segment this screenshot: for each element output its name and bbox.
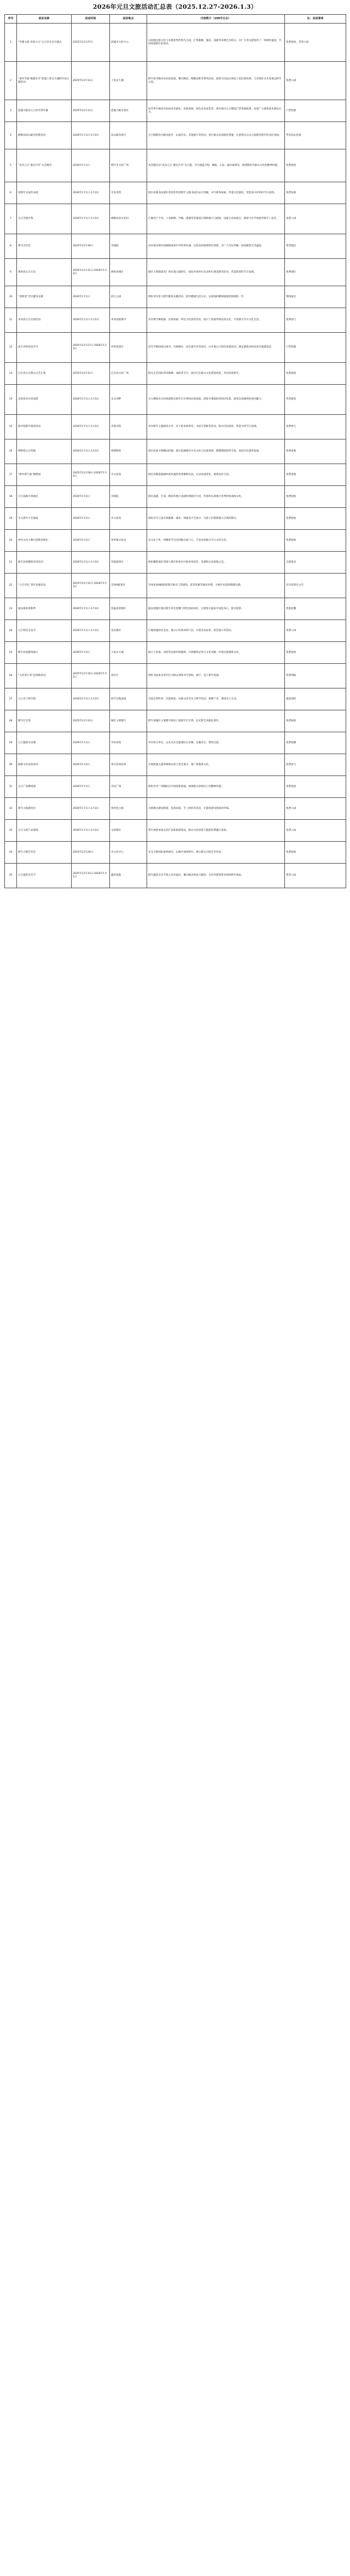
activity-content: 送文化下乡，将精彩节目送到群众家门口，丰富农村群众节日文化生活。 (147, 530, 285, 552)
row-number: 2 (5, 62, 17, 100)
activity-date: 2026年1月2日 (72, 486, 110, 508)
activity-note: 售票演出 (285, 234, 346, 259)
activity-name: 少儿新年才艺展演 (17, 508, 72, 530)
activity-name: 元旦露营音乐节 (17, 864, 72, 888)
activity-date: 2026年1月2日 (72, 530, 110, 552)
activity-content: 组织市民参与新年健身长跑活动，倡导健康生活方式，以昂扬的精神面貌迎接新的一年。 (147, 286, 285, 308)
row-number: 27 (5, 688, 17, 710)
activity-date: 2025年12月27日-2026年1月3日 (72, 333, 110, 363)
row-number: 5 (5, 149, 17, 182)
table-row (5, 864, 346, 888)
activity-name: 硒茶文化品鉴活动 (17, 754, 72, 776)
activity-venue: 文创街区 (110, 820, 147, 842)
activity-note: 免费入场 (285, 62, 346, 100)
table-row (5, 259, 346, 286)
row-number: 7 (5, 204, 17, 234)
column-header-date: 活动时间 (72, 15, 110, 24)
activity-date: 2025年12月31日-2026年1月1日 (72, 864, 110, 888)
table-row (5, 149, 346, 182)
row-number: 8 (5, 234, 17, 259)
row-number: 3 (5, 100, 17, 122)
row-number: 34 (5, 842, 17, 864)
activity-date: 2026年1月2日 (72, 508, 110, 530)
activity-date: 2026年1月1日-1月3日 (72, 820, 110, 842)
activity-venue: 市文化中心 (110, 842, 147, 864)
activity-venue: 来凤县仙佛寺 (110, 308, 147, 333)
activity-name: 温泉康养迎新季 (17, 598, 72, 620)
row-number: 26 (5, 664, 17, 688)
activity-date: 2025年12月27日 (72, 24, 110, 62)
activity-note: 免费观看 (285, 486, 346, 508)
activity-content: 推出民族文物精品特展，展示恩施地区历史文化与民族风情，假期期间照常开放，欢迎市民游客参观。 (147, 439, 285, 464)
row-number: 19 (5, 508, 17, 530)
activity-note: 免费参与 (285, 415, 346, 439)
activity-name: 图书馆新年阅读活动 (17, 415, 72, 439)
activity-note: 优惠套餐 (285, 598, 346, 620)
table-row (5, 486, 346, 508)
table-body (5, 24, 346, 888)
table-row (5, 182, 346, 204)
row-number: 11 (5, 308, 17, 333)
activity-venue: 屏山峡谷景区 (110, 122, 147, 149)
activity-venue: 土家女儿城 (110, 642, 147, 664)
activity-note: 免费入场 (285, 204, 346, 234)
table-row (5, 688, 346, 710)
activity-date: 2026年1月1日 (72, 776, 110, 798)
activity-name: “欢乐元旦 惠民共享”文艺晚会 (17, 149, 72, 182)
table-row (5, 62, 346, 100)
activity-venue: 州博物馆 (110, 439, 147, 464)
activity-content: 本次晚会以“欢乐元旦 惠民共享”为主题，节目涵盖合唱、舞蹈、小品、器乐演奏等，展现新时代群众文化的精神风貌。 (147, 149, 285, 182)
activity-name: 元旦非遗市集 (17, 204, 72, 234)
table-row (5, 842, 346, 864)
table-row (5, 333, 346, 363)
activity-content: 组织书法家走进社区为群众现场书写春联、福字，送上新年祝福。 (147, 664, 285, 688)
row-number: 14 (5, 385, 17, 415)
row-number: 16 (5, 439, 17, 464)
activity-content: 以恩施民族文化与本地优秀传统为主线，汇集歌舞、器乐、戏曲等多种艺术形式，向广大市民游客奉上一场视听盛宴，共同迎接新年的到来。 (147, 24, 285, 62)
activity-name: “冬暖文旅 喜迎元旦”元旦音乐会开幕式 (17, 24, 72, 62)
activity-content: 组织摄影爱好者深入景区和乡村开展采风创作，发现和记录恩施之美。 (147, 552, 285, 574)
activity-content: 汇聚恩施特色美食、地方小吃和农特产品，开展美食品鉴、厨艺展示等活动。 (147, 620, 285, 642)
table-row (5, 363, 346, 385)
activity-note: 免费观看 (285, 363, 346, 385)
table-row (5, 732, 346, 754)
table-row (5, 308, 346, 333)
activity-name: 新年民俗摄影采风活动 (17, 552, 72, 574)
activity-name: 新年合唱音乐会 (17, 842, 72, 864)
activity-date: 2026年1月1日-1月3日 (72, 688, 110, 710)
row-number: 35 (5, 864, 17, 888)
activity-name: 咸丰坪坝营冰雪节 (17, 333, 72, 363)
table-row (5, 204, 346, 234)
activity-note: 免费观看 (285, 508, 346, 530)
activity-date: 2025年12月31日 (72, 363, 110, 385)
activity-content: 举办新年主题阅读分享、亲子绘本故事会、书法写春联等活动，推动全民阅读，营造书香节日氛围。 (147, 415, 285, 439)
page (0, 0, 350, 888)
activity-note: 自愿报名 (285, 552, 346, 574)
activity-venue: 贡水河畔 (110, 385, 147, 415)
table-row (5, 24, 346, 62)
activity-content: 展出本地书法爱好者创作的迎新年主题书法作品百余幅，书写新春祝福，传递文化温度，营造喜庆祥和的节日氛围。 (147, 182, 285, 204)
row-number: 18 (5, 486, 17, 508)
activity-note: 免费观看 (285, 530, 346, 552)
row-number: 12 (5, 333, 17, 363)
activity-date: 2026年1月2日 (72, 754, 110, 776)
table-row (5, 798, 346, 820)
activity-note: 免费入场 (285, 620, 346, 642)
activity-venue: 坪坝营景区 (110, 333, 147, 363)
activity-date: 2026年1月1日-1月2日 (72, 308, 110, 333)
row-number: 9 (5, 259, 17, 286)
activity-name: 元旦广场舞展演 (17, 776, 72, 798)
activity-date: 2026年1月1日-1月3日 (72, 798, 110, 820)
row-number: 24 (5, 620, 17, 642)
activity-date: 2026年1月1日-1月3日 (72, 415, 110, 439)
activity-table (4, 14, 346, 888)
row-number: 20 (5, 530, 17, 552)
table-row (5, 439, 346, 464)
activity-name: “迎新春”全民健身长跑 (17, 286, 72, 308)
activity-date: 2026年1月1日-1月3日 (72, 439, 110, 464)
activity-name: “文化进万家”送春联活动 (17, 664, 72, 688)
activity-name: 鹤峰县屏山峡谷迎新活动 (17, 122, 72, 149)
activity-content: 展示土家族、苗族等民族传统服饰，开展服饰走秀与文化讲解，传承民族服饰文化。 (147, 642, 285, 664)
activity-date: 2026年1月2日 (72, 642, 110, 664)
activity-venue: 巴东县文化广场 (110, 363, 147, 385)
table-row (5, 574, 346, 598)
activity-note: 免费参与 (285, 754, 346, 776)
activity-date: 2026年1月1日-1月3日 (72, 620, 110, 642)
activity-date: 2026年1月1日 (72, 732, 110, 754)
table-row (5, 598, 346, 620)
activity-name: 元旦亲子研学游 (17, 688, 72, 710)
activity-name: 巴东县元旦群众文艺汇演 (17, 363, 72, 385)
activity-venue: 全州A级景区 (110, 574, 147, 598)
activity-content: 演出南剧、灯戏、傩戏等地方戏曲经典剧目片段，传承和弘扬地方优秀传统戏曲文化。 (147, 486, 285, 508)
activity-name: 乡村文化大舞台迎新春演出 (17, 530, 72, 552)
activity-note: 免费观看 (285, 710, 346, 732)
activity-venue: 建始县城区 (110, 259, 147, 286)
activity-note: 免费观看 (285, 642, 346, 664)
activity-name: 迎新年书法作品展 (17, 182, 72, 204)
activity-note: 免费参观 (285, 464, 346, 486)
activity-venue: 茶文化体验馆 (110, 754, 147, 776)
column-header-no: 序号 (5, 15, 17, 24)
activity-note: 免费参观 (285, 439, 346, 464)
activity-name: “新年新气象”摄影展 (17, 464, 72, 486)
activity-note: 免费入场 (285, 798, 346, 820)
row-number: 28 (5, 710, 17, 732)
table-row (5, 234, 346, 259)
activity-content: 群众文艺团队带来歌舞、戏曲等节目，展示巴东群众文化建设成果，共同喜迎新年。 (147, 363, 285, 385)
activity-note: 售票入场 (285, 864, 346, 888)
activity-content: 元旦期间贡水河夜游推出新年灯光秀和民俗表演，游客可乘船欣赏两岸夜景，感受宣恩独特的夜色魅力。 (147, 385, 285, 415)
row-number: 32 (5, 798, 17, 820)
table-row (5, 620, 346, 642)
activity-name: 新年古镇游园会 (17, 798, 72, 820)
row-number: 21 (5, 552, 17, 574)
activity-date: 2026年1月1日-1月3日 (72, 182, 110, 204)
activity-venue: 各社区 (110, 664, 147, 688)
activity-note: 门票优惠 (285, 100, 346, 122)
activity-content: 举办摆手舞展演、民俗祈福、特色小吃展等活动，展示土家族传统民俗文化，丰富群众节日文化生活。 (147, 308, 285, 333)
activity-date: 2026年1月1日-1月3日 (72, 552, 110, 574)
row-number: 25 (5, 642, 17, 664)
activity-note: 免费入场 (285, 820, 346, 842)
activity-note: 免费观看 (285, 149, 346, 182)
row-number: 29 (5, 732, 17, 754)
activity-name: 新年民族服饰展示 (17, 642, 72, 664)
table-header-row (5, 15, 346, 24)
activity-name: 建始县元旦灯会 (17, 259, 72, 286)
activity-venue: 市民广场 (110, 776, 147, 798)
activity-content: 集中展销本地文创产品和旅游商品，推动文化创意与旅游消费融合发展。 (147, 820, 285, 842)
activity-content: 古镇推出游园猜谜、民俗表演、手工体验等活动，让游客感受浓浓的年味。 (147, 798, 285, 820)
activity-date: 2025年12月30日-2026年1月2日 (72, 664, 110, 688)
activity-content: 全州多家A级旅游景区推出门票减免、套票优惠等惠民举措，方便市民游客假期出游。 (147, 574, 285, 598)
activity-venue: 露营基地 (110, 864, 147, 888)
activity-name: 新年灯光秀 (17, 710, 72, 732)
activity-date: 2025年12月31日-2026年1月3日 (72, 259, 110, 286)
table-row (5, 100, 346, 122)
activity-venue: 各旅游景区 (110, 552, 147, 574)
activity-date: 2026年1月1日-1月3日 (72, 204, 110, 234)
table-row (5, 530, 346, 552)
activity-note: 免费参观 (285, 182, 346, 204)
row-number: 30 (5, 754, 17, 776)
activity-date: 2026年1月1日-1月3日 (72, 385, 110, 415)
table-row (5, 286, 346, 308)
activity-note: 提前预约 (285, 688, 346, 710)
activity-note: 凭票游览 (285, 385, 346, 415)
activity-content: 元旦假期举办峡谷徒步、山地音乐、非遗展示等活动，景区推出多项惠民措施，让游客在山水之间感受新年的美好氛围。 (147, 122, 285, 149)
row-number: 4 (5, 122, 17, 149)
activity-content: 冰雪季开幕活动包括冰雪游乐、民俗表演、特色美食品鉴等，景区推出元旦期间门票优惠政策，欢迎广大游客前来游玩打卡。 (147, 100, 285, 122)
row-number: 17 (5, 464, 17, 486)
activity-name: 元旦文创产品展销 (17, 820, 72, 842)
activity-date: 2026年1月1日-1月3日 (72, 122, 110, 149)
row-number: 23 (5, 598, 17, 620)
table-row (5, 776, 346, 798)
activity-venue: 滨江公园 (110, 286, 147, 308)
activity-name: 宣恩县贡水河夜游 (17, 385, 72, 415)
activity-content: 组织少年儿童开展歌舞、器乐、朗诵等才艺展示，为孩子们搭建展示自我的舞台。 (147, 508, 285, 530)
activity-content: 组织全市广场舞队伍开展迎新展演，展现群众昂扬向上的精神风貌。 (147, 776, 285, 798)
activity-note: 免费观看 (285, 842, 346, 864)
activity-note: 现场报名 (285, 286, 346, 308)
table-row (5, 642, 346, 664)
activity-content: 跨年夜当晚举办民俗巡游、篝火晚会、倒数迎新等系列活动，游客可沉浸式体验土家民俗风情，与亲朋好友共度难忘跨年之夜。 (147, 62, 285, 100)
activity-content: 冰雪节期间推出滑雪、雪地摩托、冰雪嘉年华等项目，并开展元旦特色优惠活动，满足游客多样化冰雪旅游需求。 (147, 333, 285, 363)
activity-venue: 市文化馆 (110, 508, 147, 530)
activity-note: 凭身份证优惠 (285, 122, 346, 149)
activity-date: 2025年12月31日-2026年1月3日 (72, 574, 110, 598)
activity-venue: 城区主要楼宇 (110, 710, 147, 732)
activity-venue: 利川市文化广场 (110, 149, 147, 182)
activity-note: 门票优惠 (285, 333, 346, 363)
activity-venue: 硒都民俗文化村 (110, 204, 147, 234)
activity-venue: 各温泉度假区 (110, 598, 147, 620)
activity-content: 跨年露营音乐节集合音乐演出、篝火晚会和星空露营，为年轻游客带来别样跨年体验。 (147, 864, 285, 888)
activity-venue: 恩施大峡谷景区 (110, 100, 147, 122)
row-number: 1 (5, 24, 17, 62)
table-row (5, 710, 346, 732)
activity-date: 2026年1月1日 (72, 149, 110, 182)
activity-name: 来凤县元旦民俗活动 (17, 308, 72, 333)
row-number: 13 (5, 363, 17, 385)
column-header-name: 活动名称 (17, 15, 72, 24)
activity-name: 元旦戏曲专场演出 (17, 486, 72, 508)
activity-venue: 美食街区 (110, 620, 147, 642)
column-header-note: 注、具体事项 (285, 15, 346, 24)
activity-content: 温泉度假区推出新年养生套餐与特色体验项目，让游客在温泉中放松身心、辞旧迎新。 (147, 598, 285, 620)
activity-content: 多支合唱团队联袂演出，以歌声迎接新年，展示群众合唱艺术风采。 (147, 842, 285, 864)
activity-date: 2025年12月28日-2026年1月3日 (72, 464, 110, 486)
activity-date: 2026年1月1日 (72, 286, 110, 308)
activity-date: 2026年1月1日-1月3日 (72, 598, 110, 620)
column-header-content: 内容简介（100字左右） (147, 15, 285, 24)
activity-venue: 市文化馆 (110, 464, 147, 486)
activity-note: 免费参与 (285, 308, 346, 333)
activity-date: 2025年12月29日 (72, 842, 110, 864)
table-row (5, 415, 346, 439)
row-number: 22 (5, 574, 17, 598)
row-number: 31 (5, 776, 17, 798)
table-row (5, 552, 346, 574)
row-number: 33 (5, 820, 17, 842)
table-row (5, 820, 346, 842)
activity-name: 元旦特色美食节 (17, 620, 72, 642)
activity-venue: 市剧院 (110, 486, 147, 508)
activity-date: 2025年12月31日 (72, 62, 110, 100)
activity-content: 举办机关单位、企业及社会篮球队友谊赛，以赛会友，增进交流。 (147, 732, 285, 754)
row-number: 15 (5, 415, 17, 439)
activity-note: 详见各景区公告 (285, 574, 346, 598)
page-title: 2026年元旦文旅活动汇总表（2025.12.27-2026.1.3） (92, 3, 258, 10)
activity-venue: 市图书馆 (110, 415, 147, 439)
activity-note: 免费观看，凭票入场 (285, 24, 346, 62)
table-row (5, 508, 346, 530)
activity-date: 2025年12月31日 (72, 100, 110, 122)
activity-venue: 市剧院 (110, 234, 147, 259)
activity-venue: 市美术馆 (110, 182, 147, 204)
table-row (5, 754, 346, 776)
activity-venue: 各乡镇文化站 (110, 530, 147, 552)
table-row (5, 385, 346, 415)
activity-name: “元旦有礼”景区优惠活动 (17, 574, 72, 598)
activity-date: 2025年12月31日 (72, 710, 110, 732)
row-number: 6 (5, 182, 17, 204)
activity-name: 博物馆元旦特展 (17, 439, 72, 464)
activity-content: 开展自然科普、非遗体验、农耕文化等亲子研学活动，寓教于乐，增进亲子互动。 (147, 688, 285, 710)
activity-venue: 市体育馆 (110, 732, 147, 754)
activity-name: “嘉年华游 畅游乐享”恩施土家女儿城跨年夜主题活动 (17, 62, 72, 100)
activity-venue: 各特色古镇 (110, 798, 147, 820)
table-row (5, 122, 346, 149)
activity-note: 免费领取 (285, 664, 346, 688)
activity-content: 由本地交响乐团倾情演奏中外经典名曲，以优美的旋律辞旧迎新，为广大市民奉献一场高雅的艺术盛宴。 (147, 234, 285, 259)
activity-name: 元旦篮球友谊赛 (17, 732, 72, 754)
column-header-venue: 活动地点 (110, 15, 147, 24)
activity-venue: 土家女儿城 (110, 62, 147, 100)
row-number: 10 (5, 286, 17, 308)
activity-content: 开展恩施玉露等硒茶品鉴与茶艺展示，推广恩施茶文化。 (147, 754, 285, 776)
activity-venue: 恩施市文化中心 (110, 24, 147, 62)
activity-note: 免费观灯 (285, 259, 346, 286)
activity-note: 免费观赛 (285, 732, 346, 754)
activity-venue: 研学实践基地 (110, 688, 147, 710)
activity-content: 展出反映恩施城乡新风貌的优秀摄影作品，记录发展变化，展现美好生活。 (147, 464, 285, 486)
activity-date: 2025年12月30日 (72, 234, 110, 259)
activity-name: 新年音乐会 (17, 234, 72, 259)
activity-name: 恩施大峡谷元旦冰雪季开幕 (17, 100, 72, 122)
activity-content: 跨年夜城区主要楼宇联动上演新年灯光秀，以光影艺术献礼新年。 (147, 710, 285, 732)
activity-content: 汇聚西兰卡普、土家刺绣、竹编、漆器等非遗项目现场展示与展销，设置互动体验区，游客可亲手体验传统手工技艺。 (147, 204, 285, 234)
activity-note: 免费观看 (285, 776, 346, 798)
activity-content: 城区主要街道及广场布置主题彩灯，夜间开展亮灯仪式和灯谜竞猜等活动，营造浓厚的节日氛围。 (147, 259, 285, 286)
table-row (5, 464, 346, 486)
table-row (5, 664, 346, 688)
